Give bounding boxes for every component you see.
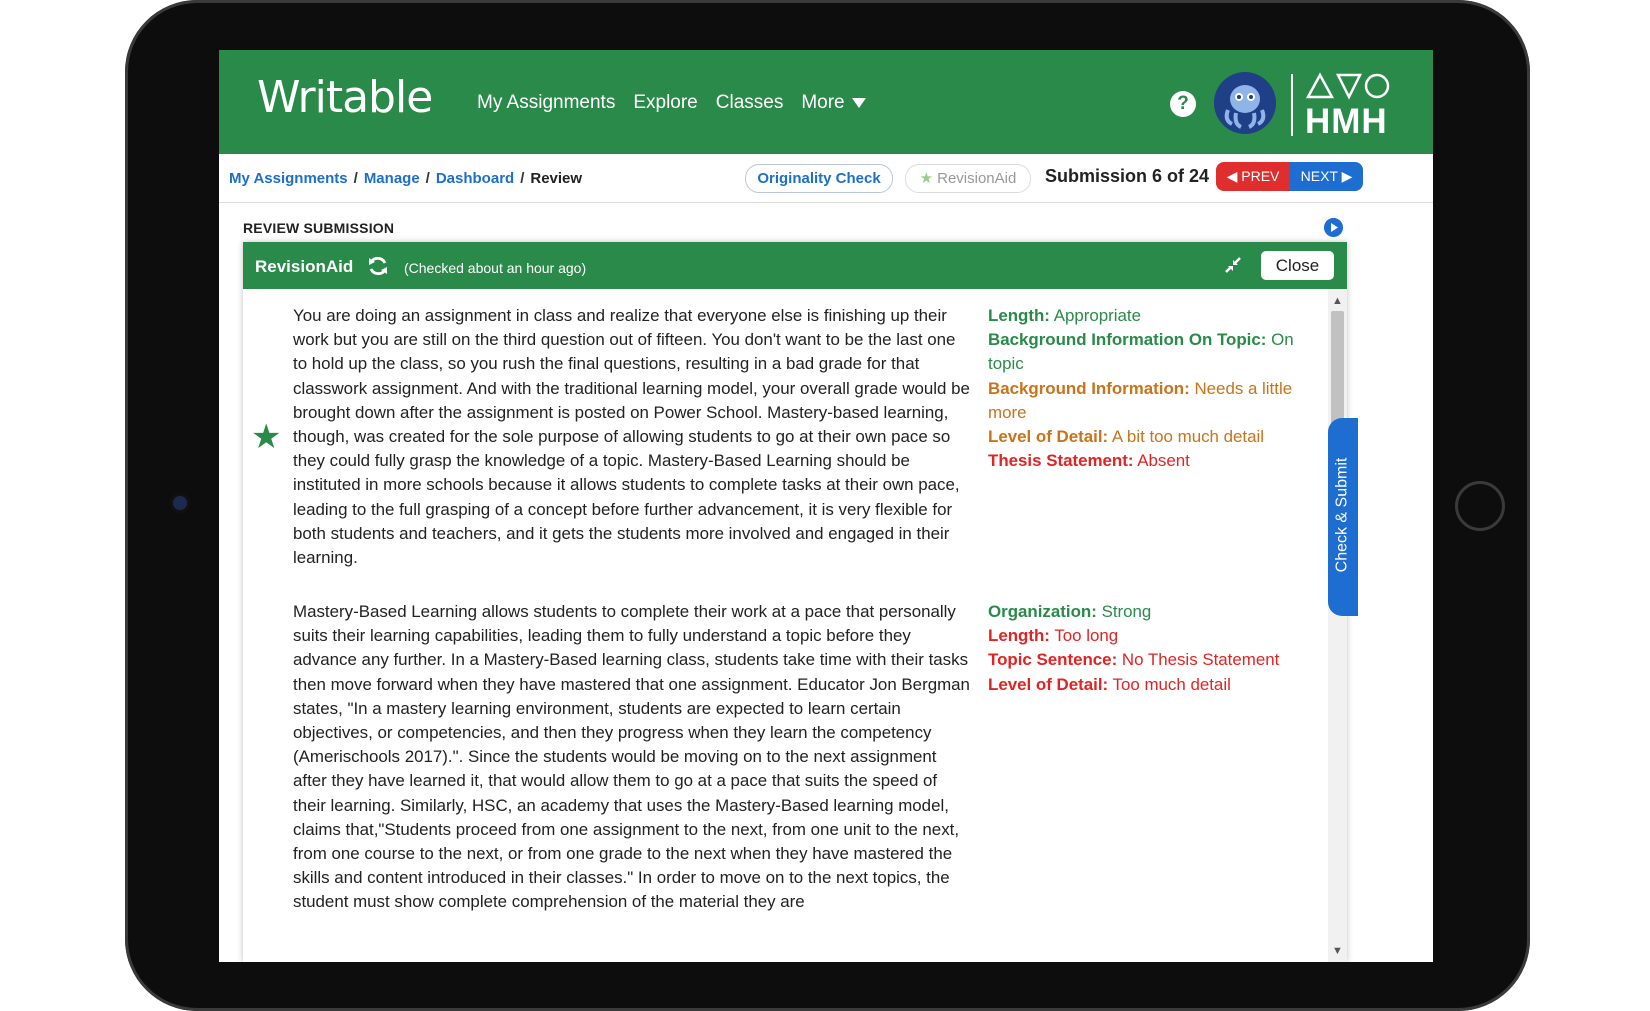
revisionaid-button[interactable] (905, 164, 1031, 193)
hmh-shapes-icon (1305, 72, 1391, 100)
feedback-item (988, 449, 1318, 473)
writable-logo[interactable]: Writable (257, 72, 433, 123)
breadcrumb-manage[interactable]: Manage (363, 170, 420, 187)
review-submission-heading: REVIEW SUBMISSION (243, 220, 395, 236)
feedback-label: Topic Sentence: (988, 650, 1118, 670)
feedback-item (988, 377, 1318, 425)
refresh-icon[interactable] (367, 255, 389, 277)
breadcrumb-separator: / (520, 170, 525, 187)
feedback-label: Level of Detail: (988, 674, 1109, 694)
nav-my-assignments[interactable]: My Assignments (477, 92, 616, 113)
feedback-value: On topic (988, 330, 1294, 374)
play-icon[interactable] (1324, 218, 1343, 237)
chevron-down-icon[interactable]: ▼ (1332, 945, 1343, 957)
next-button[interactable]: NEXT ▶ (1290, 162, 1363, 191)
feedback-value: No Thesis Statement (1121, 650, 1280, 670)
star-icon: ★ (919, 170, 934, 187)
breadcrumb-bar (219, 154, 1433, 203)
revisionaid-panel (243, 242, 1347, 962)
submission-counter: Submission 6 of 24 (1045, 166, 1210, 186)
header-divider (1291, 74, 1293, 136)
avatar[interactable] (1214, 72, 1276, 134)
nav-explore[interactable]: Explore (633, 92, 698, 113)
breadcrumb-separator: / (425, 170, 430, 187)
feedback-item (988, 304, 1318, 328)
feedback-value: Appropriate (1053, 306, 1142, 325)
breadcrumb-my-assignments[interactable]: My Assignments (229, 170, 348, 187)
nav-more[interactable] (801, 92, 865, 114)
feedback-label: Level of Detail: (988, 427, 1109, 447)
feedback-label: Length: (988, 306, 1050, 325)
feedback-item (988, 425, 1318, 449)
help-icon[interactable]: ? (1170, 91, 1196, 117)
hmh-logo: HMH (1305, 102, 1388, 141)
feedback-value: Absent (1137, 451, 1190, 471)
nav-more-label: More (801, 92, 845, 113)
feedback-item (988, 648, 1318, 672)
feedback-value: Too much detail (1112, 674, 1231, 694)
caret-down-icon (852, 98, 866, 108)
feedback-value: Needs a little more (988, 378, 1293, 422)
feedback-value: Too long (1054, 626, 1119, 646)
nav-classes[interactable]: Classes (715, 92, 784, 113)
prev-button[interactable]: ◀ PREV (1216, 162, 1290, 191)
feedback-item (988, 673, 1318, 697)
home-button[interactable] (1455, 481, 1505, 531)
feedback-list-1 (988, 304, 1318, 473)
breadcrumb-dashboard[interactable]: Dashboard (435, 170, 515, 187)
scrollbar[interactable] (1328, 289, 1347, 962)
close-button[interactable]: Close (1261, 251, 1334, 280)
feedback-label: Background Information On Topic: (988, 330, 1267, 350)
essay-paragraph-1: You are doing an assignment in class and realize that everyone else is finishing up their work but you are still on the third question out of fifteen. You don't want to be the last one to hold up the class, so you rush the final questions, resulting in a bad grade for that classwork assignment. And with the traditional learning model, your overall grade would be brought down after the assignment is posted on Power School. Mastery-based learning, though, was created for the sole purpose of allowing students to go at their own pace so they could fully grasp the knowledge of a topic. Mastery-Based Learning should be instituted in more schools because it allows students to complete tasks at their own pace, leading to the full grasping of a concept before further advancement, it is very flexible for both students and teachers, and it gets the students more involved and engaged in their learning. (293, 306, 970, 568)
check-submit-label: Check & Submit (1333, 457, 1351, 573)
revisionaid-header (243, 242, 1347, 289)
breadcrumb (229, 170, 582, 187)
camera-dot (173, 496, 187, 510)
revisionaid-label: RevisionAid (937, 170, 1017, 187)
revisionaid-title: RevisionAid (255, 257, 354, 276)
feedback-label: Length: (988, 626, 1050, 646)
check-submit-tab[interactable] (1328, 418, 1358, 616)
originality-check-button[interactable]: Originality Check (745, 164, 893, 193)
top-nav-bar (219, 50, 1433, 154)
main-nav (477, 92, 866, 114)
feedback-label: Background Information: (988, 378, 1190, 398)
star-icon[interactable]: ★ (251, 418, 282, 456)
chevron-up-icon[interactable]: ▲ (1332, 295, 1343, 307)
breadcrumb-current: Review (530, 170, 583, 187)
feedback-value: A bit too much detail (1111, 427, 1265, 447)
checked-timestamp: (Checked about an hour ago) (404, 260, 587, 276)
feedback-item (988, 600, 1318, 624)
feedback-list-2 (988, 600, 1318, 697)
feedback-label: Thesis Statement: (988, 451, 1134, 471)
feedback-item (988, 624, 1318, 648)
feedback-item (988, 328, 1318, 376)
revisionaid-content (243, 289, 1328, 962)
collapse-icon[interactable] (1223, 255, 1243, 275)
feedback-label: Organization: (988, 602, 1097, 621)
essay-paragraph-2: Mastery-Based Learning allows students to complete their work at a pace that personally suits their learning capabilities, leading them to fully understand a topic before they advance any further. In a Mastery-Based learning class, students take time with their tasks then move forward when they have mastered that one assignment. Educator Jon Bergman states, "In a mastery learning environment, students are expected to learn certain objectives, or competencies, and then they progress when they learn the competency (Amerischools 2017).". Since the students would be moving on to the next assignment after they have learned it, that would allow them to go at a pace that suits the speed of their learning. Similarly, HSC, an academy that uses the Mastery-Based learning model, claims that,"Students proceed from one assignment to the next, from one unit to the next, from one course to the next, or from one grade to the next when they have mastered the skills and content introduced in their classes." In order to move on to the next topics, the student must show complete comprehension of the material they are (293, 602, 970, 912)
breadcrumb-separator: / (353, 170, 358, 187)
app-screen (219, 50, 1433, 962)
feedback-value: Strong (1101, 602, 1152, 621)
